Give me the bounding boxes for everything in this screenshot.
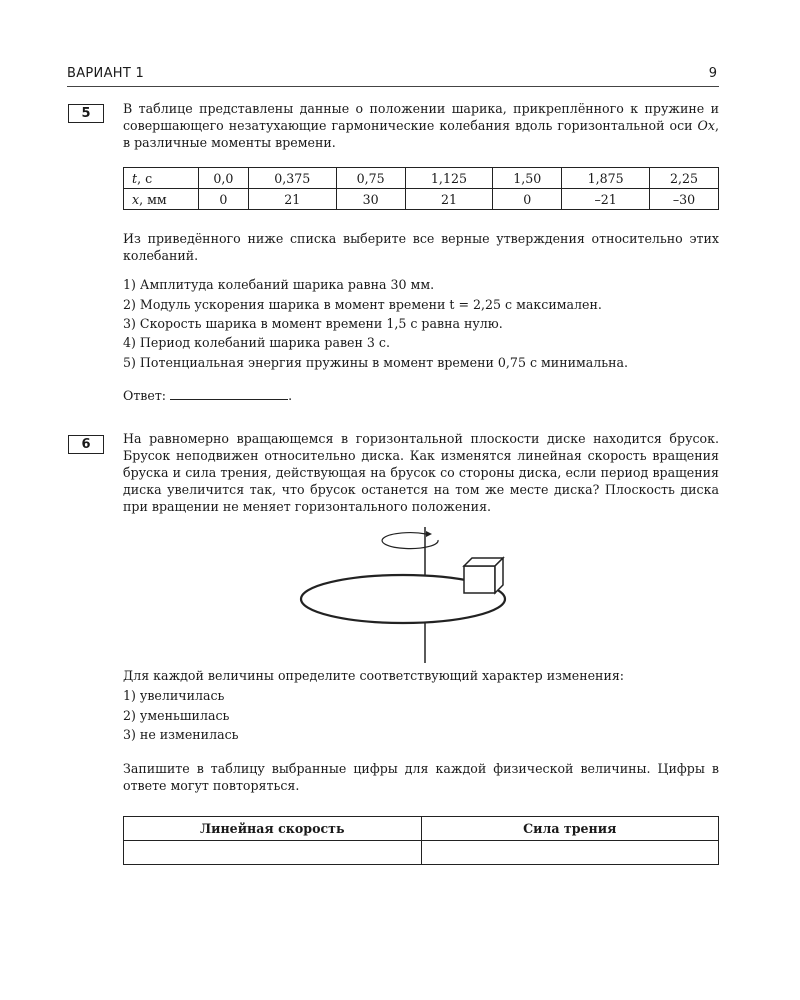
block-front xyxy=(464,566,495,593)
table-cell: –21 xyxy=(562,189,650,210)
table-cell: 2,25 xyxy=(650,168,719,189)
position-header: x, мм xyxy=(124,189,199,210)
question-5-number: 5 xyxy=(68,104,104,123)
page-number: 9 xyxy=(708,66,717,81)
friction-force-header: Сила трения xyxy=(421,817,719,841)
page-header xyxy=(67,66,719,87)
option-4: 4) Период колебаний шарика равен 3 с. xyxy=(123,335,390,350)
table-cell: 0,75 xyxy=(336,168,405,189)
table-cell: 0 xyxy=(493,189,562,210)
table-cell: –30 xyxy=(650,189,719,210)
table-row-time xyxy=(124,168,719,189)
table-cell: 0,0 xyxy=(199,168,249,189)
answer-header-row xyxy=(124,817,719,841)
rotating-disk-figure xyxy=(290,527,520,663)
option-3: 3) Скорость шарика в момент времени 1,5 с равна нулю. xyxy=(123,316,503,331)
option-2: 2) Модуль ускорения шарика в момент времени t = 2,25 с максимален. xyxy=(123,297,602,312)
question-5-prompt: Из приведённого ниже списка выберите все верные утверждения относительно этих колебаний. xyxy=(123,231,719,263)
answer-input-row xyxy=(124,841,719,865)
table-cell: 0 xyxy=(199,189,249,210)
time-header: t, с xyxy=(124,168,199,189)
answer-label: Ответ: xyxy=(123,388,167,403)
option-5: 5) Потенциальная энергия пружины в момент времени 0,75 с минимальна. xyxy=(123,355,629,370)
question-6-text: На равномерно вращающемся в горизонтальной плоскости диске находится брусок. Брусок неподвижен относительно диска. Как изменятся линейная скорость вращения бруска и сила трения, действующая на брусок со стороны диска, если период вращения диска увеличится так, что брусок останется на том же месте диска? Плоскость диска при вращении не меняет горизонтального положения. xyxy=(123,431,719,514)
axis-label: Ox xyxy=(697,118,715,133)
change-option-3: 3) не изменилась xyxy=(123,727,239,742)
change-option-1: 1) увеличилась xyxy=(123,688,225,703)
answer-blank[interactable] xyxy=(170,387,288,400)
table-cell: 1,875 xyxy=(562,168,650,189)
table-cell: 21 xyxy=(405,189,493,210)
table-cell: 0,375 xyxy=(248,168,336,189)
question-6-instruction: Запишите в таблицу выбранные цифры для каждой физической величины. Цифры в ответе могут повторяться. xyxy=(123,761,719,793)
table-cell: 1,125 xyxy=(405,168,493,189)
arrowhead-icon xyxy=(426,531,432,537)
table-cell: 30 xyxy=(336,189,405,210)
question-6-number: 6 xyxy=(68,435,104,454)
friction-force-answer-cell[interactable] xyxy=(421,841,719,865)
oscillation-table xyxy=(123,167,719,210)
table-row-position xyxy=(124,189,719,210)
answer-table xyxy=(123,816,719,865)
change-option-2: 2) уменьшилась xyxy=(123,708,230,723)
option-1: 1) Амплитуда колебаний шарика равна 30 мм. xyxy=(123,277,435,292)
table-cell: 21 xyxy=(248,189,336,210)
variant-title: ВАРИАНТ 1 xyxy=(67,66,145,81)
linear-speed-answer-cell[interactable] xyxy=(124,841,422,865)
question-6-prompt: Для каждой величины определите соответствующий характер изменения: xyxy=(123,668,625,683)
answer-line: Ответ: . xyxy=(123,388,293,403)
table-cell: 1,50 xyxy=(493,168,562,189)
linear-speed-header: Линейная скорость xyxy=(124,817,422,841)
question-5-intro: В таблице представлены данные о положении шарика, прикреплённого к пружине и совершающего незатухающие гармонические колебания вдоль горизонтальной оси Ox, в различные моменты времени. xyxy=(123,101,719,150)
